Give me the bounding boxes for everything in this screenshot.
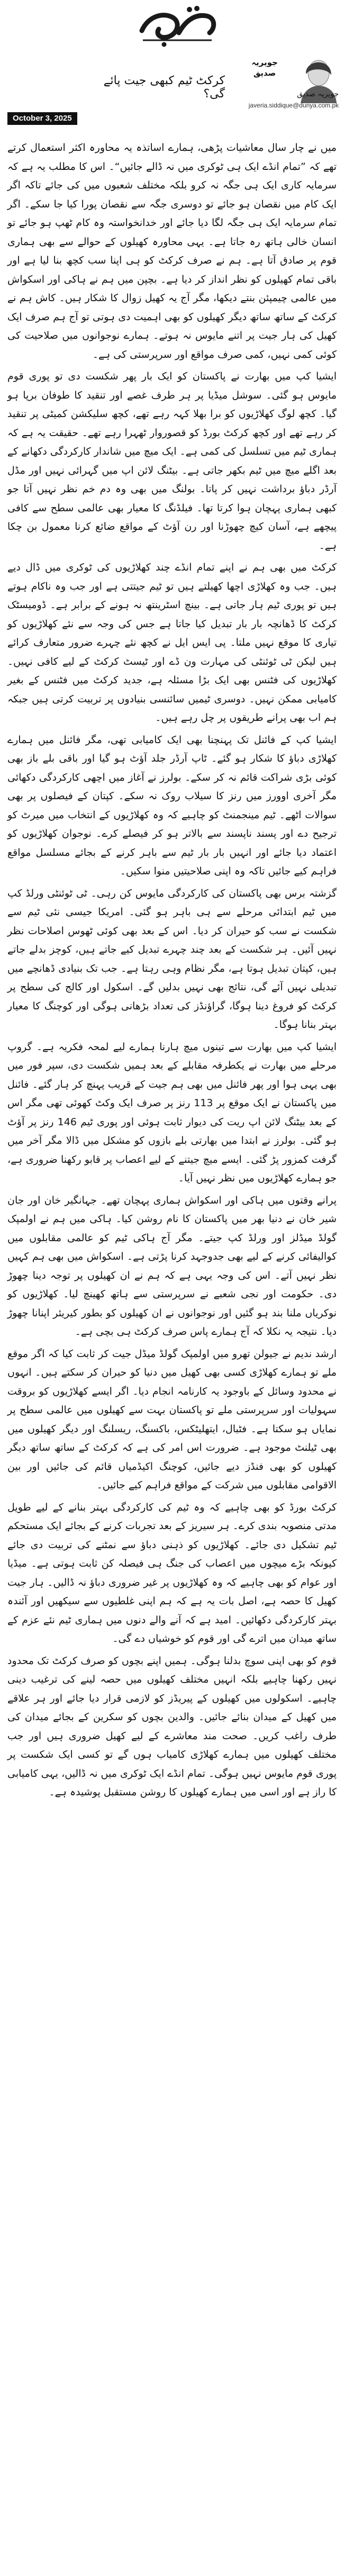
column-tag-line-2: صدیق bbox=[253, 68, 276, 78]
column-header bbox=[0, 53, 344, 138]
author-email: javeria.siddique@dunya.com.pk bbox=[248, 102, 339, 109]
article-paragraph: میں نے چار سال معاشیات پڑھی، ہمارے اساتذہ یہ محاورہ اکثر استعمال کرتے تھے کہ ”تمام انڈے ایک ہی ٹوکری میں نہ ڈالے جائیں“۔ اس کا مطلب یہ ہے کہ سرمایہ کاری ایک ہی جگہ نہ کرو بلکہ مختلف شعبوں میں کی جائے تاکہ اگر ایک کام میں نقصان ہو جائے تو دوسری جگہ سے نقصان پورا کیا جا سکے۔ اگر تمام سرمایہ ایک ہی جگہ لگا دیا جائے اور خدانخواستہ وہ کام ٹھپ ہو جائے تو انسان خالی ہاتھ رہ جاتا ہے۔ یہی محاورہ کھیلوں کے حوالے سے بھی ہماری قوم پر صادق آتا ہے۔ ہم نے صرف کرکٹ کو ہی اپنا سب کچھ بنا لیا ہے اور باقی تمام کھیلوں کو نظر انداز کر دیا ہے۔ بچپن میں ہم نے ہاکی اور اسکواش میں عالمی چیمپئن بنتے دیکھا، مگر آج یہ کھیل زوال کا شکار ہیں۔ کاش ہم نے کرکٹ کے ساتھ ساتھ دیگر کھیلوں کو بھی اہمیت دی ہوتی تو آج ہم صرف ایک کھیل کی ہار جیت پر اتنے مایوس نہ ہوتے۔ ہمارے نوجوانوں میں صلاحیت کی کوئی کمی نہیں، کمی صرف مواقع اور سرپرستی کی ہے۔ bbox=[7, 142, 337, 360]
article-body bbox=[7, 139, 337, 1805]
column-title: کرکٹ ٹیم کبھی جیت پائے گی؟ bbox=[103, 74, 225, 101]
article-paragraph: کرکٹ میں بھی ہم نے اپنے تمام انڈے چند کھلاڑیوں کی ٹوکری میں ڈال دیے ہیں۔ جب وہ کھلاڑی اچھا کھیلتے ہیں تو ٹیم جیتتی ہے اور جب وہ ناکام ہوتے ہیں تو پوری ٹیم ہار جاتی ہے۔ بینچ اسٹرینتھ نہ ہونے کے برابر ہے۔ ڈومیسٹک کرکٹ کا ڈھانچہ بار بار تبدیل کیا جاتا ہے جس کی وجہ سے نئے کھلاڑیوں کو تیاری کا موقع نہیں ملتا۔ پی ایس ایل نے کچھ نئے چہرے ضرور متعارف کرائے ہیں لیکن ٹی ٹوئنٹی کی مہارت ون ڈے اور ٹیسٹ کرکٹ کے لیے کافی نہیں۔ کھلاڑیوں کی فٹنس بھی ایک بڑا مسئلہ ہے، جدید کرکٹ میں فٹنس کے بغیر کامیابی ممکن نہیں۔ دوسری ٹیمیں سائنسی بنیادوں پر تربیت کرتی ہیں جبکہ ہم اب بھی پرانے طریقوں پر چل رہے ہیں۔ bbox=[7, 562, 337, 724]
date-badge: October 3, 2025 bbox=[7, 112, 77, 125]
article-paragraph: پرانے وقتوں میں ہاکی اور اسکواش ہماری پہچان تھے۔ جہانگیر خان اور جان شیر خان نے دنیا بھر میں پاکستان کا نام روشن کیا۔ ہاکی میں ہم نے اولمپک گولڈ میڈلز اور ورلڈ کپ جیتے۔ مگر آج ہاکی ٹیم کو عالمی مقابلوں میں کوالیفائی کرنے کے لیے بھی جدوجہد کرنا پڑتی ہے۔ اسکواش میں بھی ہم کہیں نظر نہیں آتے۔ اس کی وجہ یہی ہے کہ ہم نے ان کھیلوں پر توجہ دینا چھوڑ دی۔ حکومت اور نجی شعبے نے سرپرستی سے ہاتھ کھینچ لیا۔ کھلاڑیوں کو نوکریاں ملنا بند ہو گئیں اور نوجوانوں نے ان کھیلوں کو بطور کیریئر اپنانا چھوڑ دیا۔ نتیجہ یہ نکلا کہ آج ہمارے پاس صرف کرکٹ ہی بچی ہے۔ bbox=[7, 1194, 337, 1337]
article-paragraph: ایشیا کپ میں بھارت سے تینوں میچ ہارنا ہمارے لیے لمحہ فکریہ ہے۔ گروپ مرحلے میں بھارت نے یکطرفہ مقابلے کے بعد ہمیں شکست دی، سپر فور میں بھی یہی ہوا اور پھر فائنل میں بھی ہم جیت کے قریب پہنچ کر ہار گئے۔ فائنل میں پاکستان نے ایک موقع پر 113 رنز پر صرف ایک وکٹ کھوئی تھی مگر اس کے بعد بیٹنگ لائن اپ ریت کی دیوار ثابت ہوئی اور پوری ٹیم 146 رنز پر آؤٹ ہو گئی۔ بولرز نے ابتدا میں بھارتی بلے بازوں کو مشکل میں ڈالا مگر آخر میں گرفت کمزور پڑ گئی۔ ایسے میچ جیتنے کے لیے اعصاب پر قابو رکھنا ضروری ہے، جو ہمارے کھلاڑیوں میں نظر نہیں آیا۔ bbox=[7, 1041, 337, 1184]
article-paragraph: ایشیا کپ کے فائنل تک پہنچنا بھی ایک کامیابی تھی، مگر فائنل میں ہمارے کھلاڑی دباؤ کا شکار ہو گئے۔ ٹاپ آرڈر جلد آؤٹ ہو گیا اور باقی بلے باز بھی کوئی بڑی شراکت قائم نہ کر سکے۔ بولرز نے آغاز میں اچھی کارکردگی دکھائی مگر آخری اوورز میں رنز کا سیلاب روک نہ سکے۔ کپتان کے فیصلوں پر بھی سوالات اٹھے۔ ٹیم مینجمنٹ کو چاہیے کہ وہ کھلاڑیوں کے انتخاب میں میرٹ کو ترجیح دے اور پسند ناپسند سے بالاتر ہو کر فیصلے کرے۔ نوجوان کھلاڑیوں کو اعتماد دیا جائے اور انہیں بار بار ٹیم سے باہر کرنے کے بجائے مسلسل مواقع فراہم کیے جائیں تاکہ وہ اپنی صلاحیتیں منوا سکیں۔ bbox=[7, 734, 337, 877]
article-paragraph: گزشتہ برس بھی پاکستان کی کارکردگی مایوس کن رہی۔ ٹی ٹوئنٹی ورلڈ کپ میں ٹیم ابتدائی مرحلے سے ہی باہر ہو گئی۔ امریکا جیسی نئی ٹیم سے شکست نے سب کو حیران کر دیا۔ اس کے بعد بھی کوئی ٹھوس اصلاحات نظر نہیں آئیں۔ ہر شکست کے بعد چند چہرے تبدیل کیے جاتے ہیں، کوچز بدلے جاتے ہیں، کپتان تبدیل ہوتا ہے، مگر نظام وہی رہتا ہے۔ جب تک بنیادی ڈھانچے میں تبدیلی نہیں آئے گی، نتائج بھی نہیں بدلیں گے۔ اسکول اور کالج کی سطح پر کرکٹ کو فروغ دینا ہوگا، گراؤنڈز کی تعداد بڑھانی ہوگی اور کوچنگ کا معیار بہتر بنانا ہوگا۔ bbox=[7, 887, 337, 1031]
dunya-logo bbox=[132, 0, 222, 49]
column-tag bbox=[238, 57, 291, 78]
article-paragraph: ارشد ندیم نے جیولن تھرو میں اولمپک گولڈ میڈل جیت کر ثابت کیا کہ اگر موقع ملے تو ہمارے کھلاڑی کسی بھی کھیل میں دنیا کو حیران کر سکتے ہیں۔ انہوں نے محدود وسائل کے باوجود یہ کارنامہ انجام دیا۔ اگر ایسے کھلاڑیوں کو بروقت سہولیات اور سرپرستی ملے تو پاکستان بہت سے کھیلوں میں عالمی سطح پر نمایاں ہو سکتا ہے۔ فٹبال، ایتھلیٹکس، باکسنگ، ریسلنگ اور دیگر کھیلوں میں بھی ٹیلنٹ موجود ہے۔ ضرورت اس امر کی ہے کہ کرکٹ کے ساتھ ساتھ دیگر کھیلوں کو بھی فنڈز دیے جائیں، کوچنگ اکیڈمیاں قائم کی جائیں اور بین الاقوامی مقابلوں میں شرکت کے مواقع فراہم کیے جائیں۔ bbox=[7, 1348, 337, 1491]
column-tag-line-1: جویریہ bbox=[251, 58, 278, 67]
author-name: جویریہ صدیق bbox=[297, 90, 339, 98]
article-paragraph: قوم کو بھی اپنی سوچ بدلنا ہوگی۔ ہمیں اپنے بچوں کو صرف کرکٹ تک محدود نہیں رکھنا چاہیے بلکہ انہیں مختلف کھیلوں میں حصہ لینے کی ترغیب دینی چاہیے۔ اسکولوں میں کھیلوں کے پیریڈز کو لازمی قرار دیا جائے اور ہر علاقے میں کھیل کے میدان بنائے جائیں۔ والدین بچوں کو سکرین کے بجائے میدان کی طرف راغب کریں۔ صحت مند معاشرے کے لیے کھیل ضروری ہیں اور جب مختلف کھیلوں میں ہمارے کھلاڑی کامیاب ہوں گے تو کسی ایک شکست پر پوری قوم مایوس نہیں ہوگی۔ تمام انڈے ایک ٹوکری میں نہ ڈالیں، یہی کامیابی کا راز ہے اور اسی میں ہمارے کھیلوں کا روشن مستقبل پوشیدہ ہے۔ bbox=[7, 1655, 337, 1798]
masthead bbox=[132, 0, 222, 50]
article-paragraph: کرکٹ بورڈ کو بھی چاہیے کہ وہ ٹیم کی کارکردگی بہتر بنانے کے لیے طویل مدتی منصوبہ بندی کرے۔ ہر سیریز کے بعد تجربات کرنے کے بجائے ایک مستحکم ٹیم تشکیل دی جائے۔ کھلاڑیوں کو ذہنی دباؤ سے نمٹنے کی تربیت دی جائے کیونکہ بڑے میچوں میں اعصاب کی جنگ ہی فیصلہ کن ثابت ہوتی ہے۔ میڈیا اور عوام کو بھی چاہیے کہ وہ کھلاڑیوں پر غیر ضروری دباؤ نہ ڈالیں۔ ہار جیت کھیل کا حصہ ہے، اصل بات یہ ہے کہ ہم اپنی غلطیوں سے سیکھیں اور آئندہ بہتر کارکردگی دکھائیں۔ امید ہے کہ آنے والے دنوں میں ہماری ٹیم نئے عزم کے ساتھ میدان میں اترے گی اور قوم کو خوشیاں دے گی۔ bbox=[7, 1501, 337, 1644]
article-paragraph: ایشیا کپ میں بھارت نے پاکستان کو ایک بار پھر شکست دی تو پوری قوم مایوس ہو گئی۔ سوشل میڈیا پر ہر طرف غصے اور تنقید کا طوفان برپا ہو گیا۔ کچھ لوگ کھلاڑیوں کو برا بھلا کہہ رہے تھے، کچھ سلیکشن کمیٹی پر تنقید کر رہے تھے اور کچھ کرکٹ بورڈ کو قصوروار ٹھہرا رہے تھے۔ حقیقت یہ ہے کہ ہماری ٹیم میں تسلسل کی کمی ہے۔ ایک میچ میں شاندار کارکردگی دکھانے کے بعد اگلے میچ میں ٹیم بکھر جاتی ہے۔ بیٹنگ لائن اپ میں گہرائی نہیں اور مڈل آرڈر دباؤ برداشت نہیں کر پاتا۔ بولنگ میں بھی وہ دم خم نظر نہیں آتا جو کبھی ہماری پہچان ہوا کرتا تھا۔ فیلڈنگ کا معیار بھی عالمی سطح سے کافی پیچھے ہے، آسان کیچ چھوڑنا اور رن آؤٹ کے مواقع ضائع کرنا معمول بن چکا ہے۔ bbox=[7, 370, 337, 552]
